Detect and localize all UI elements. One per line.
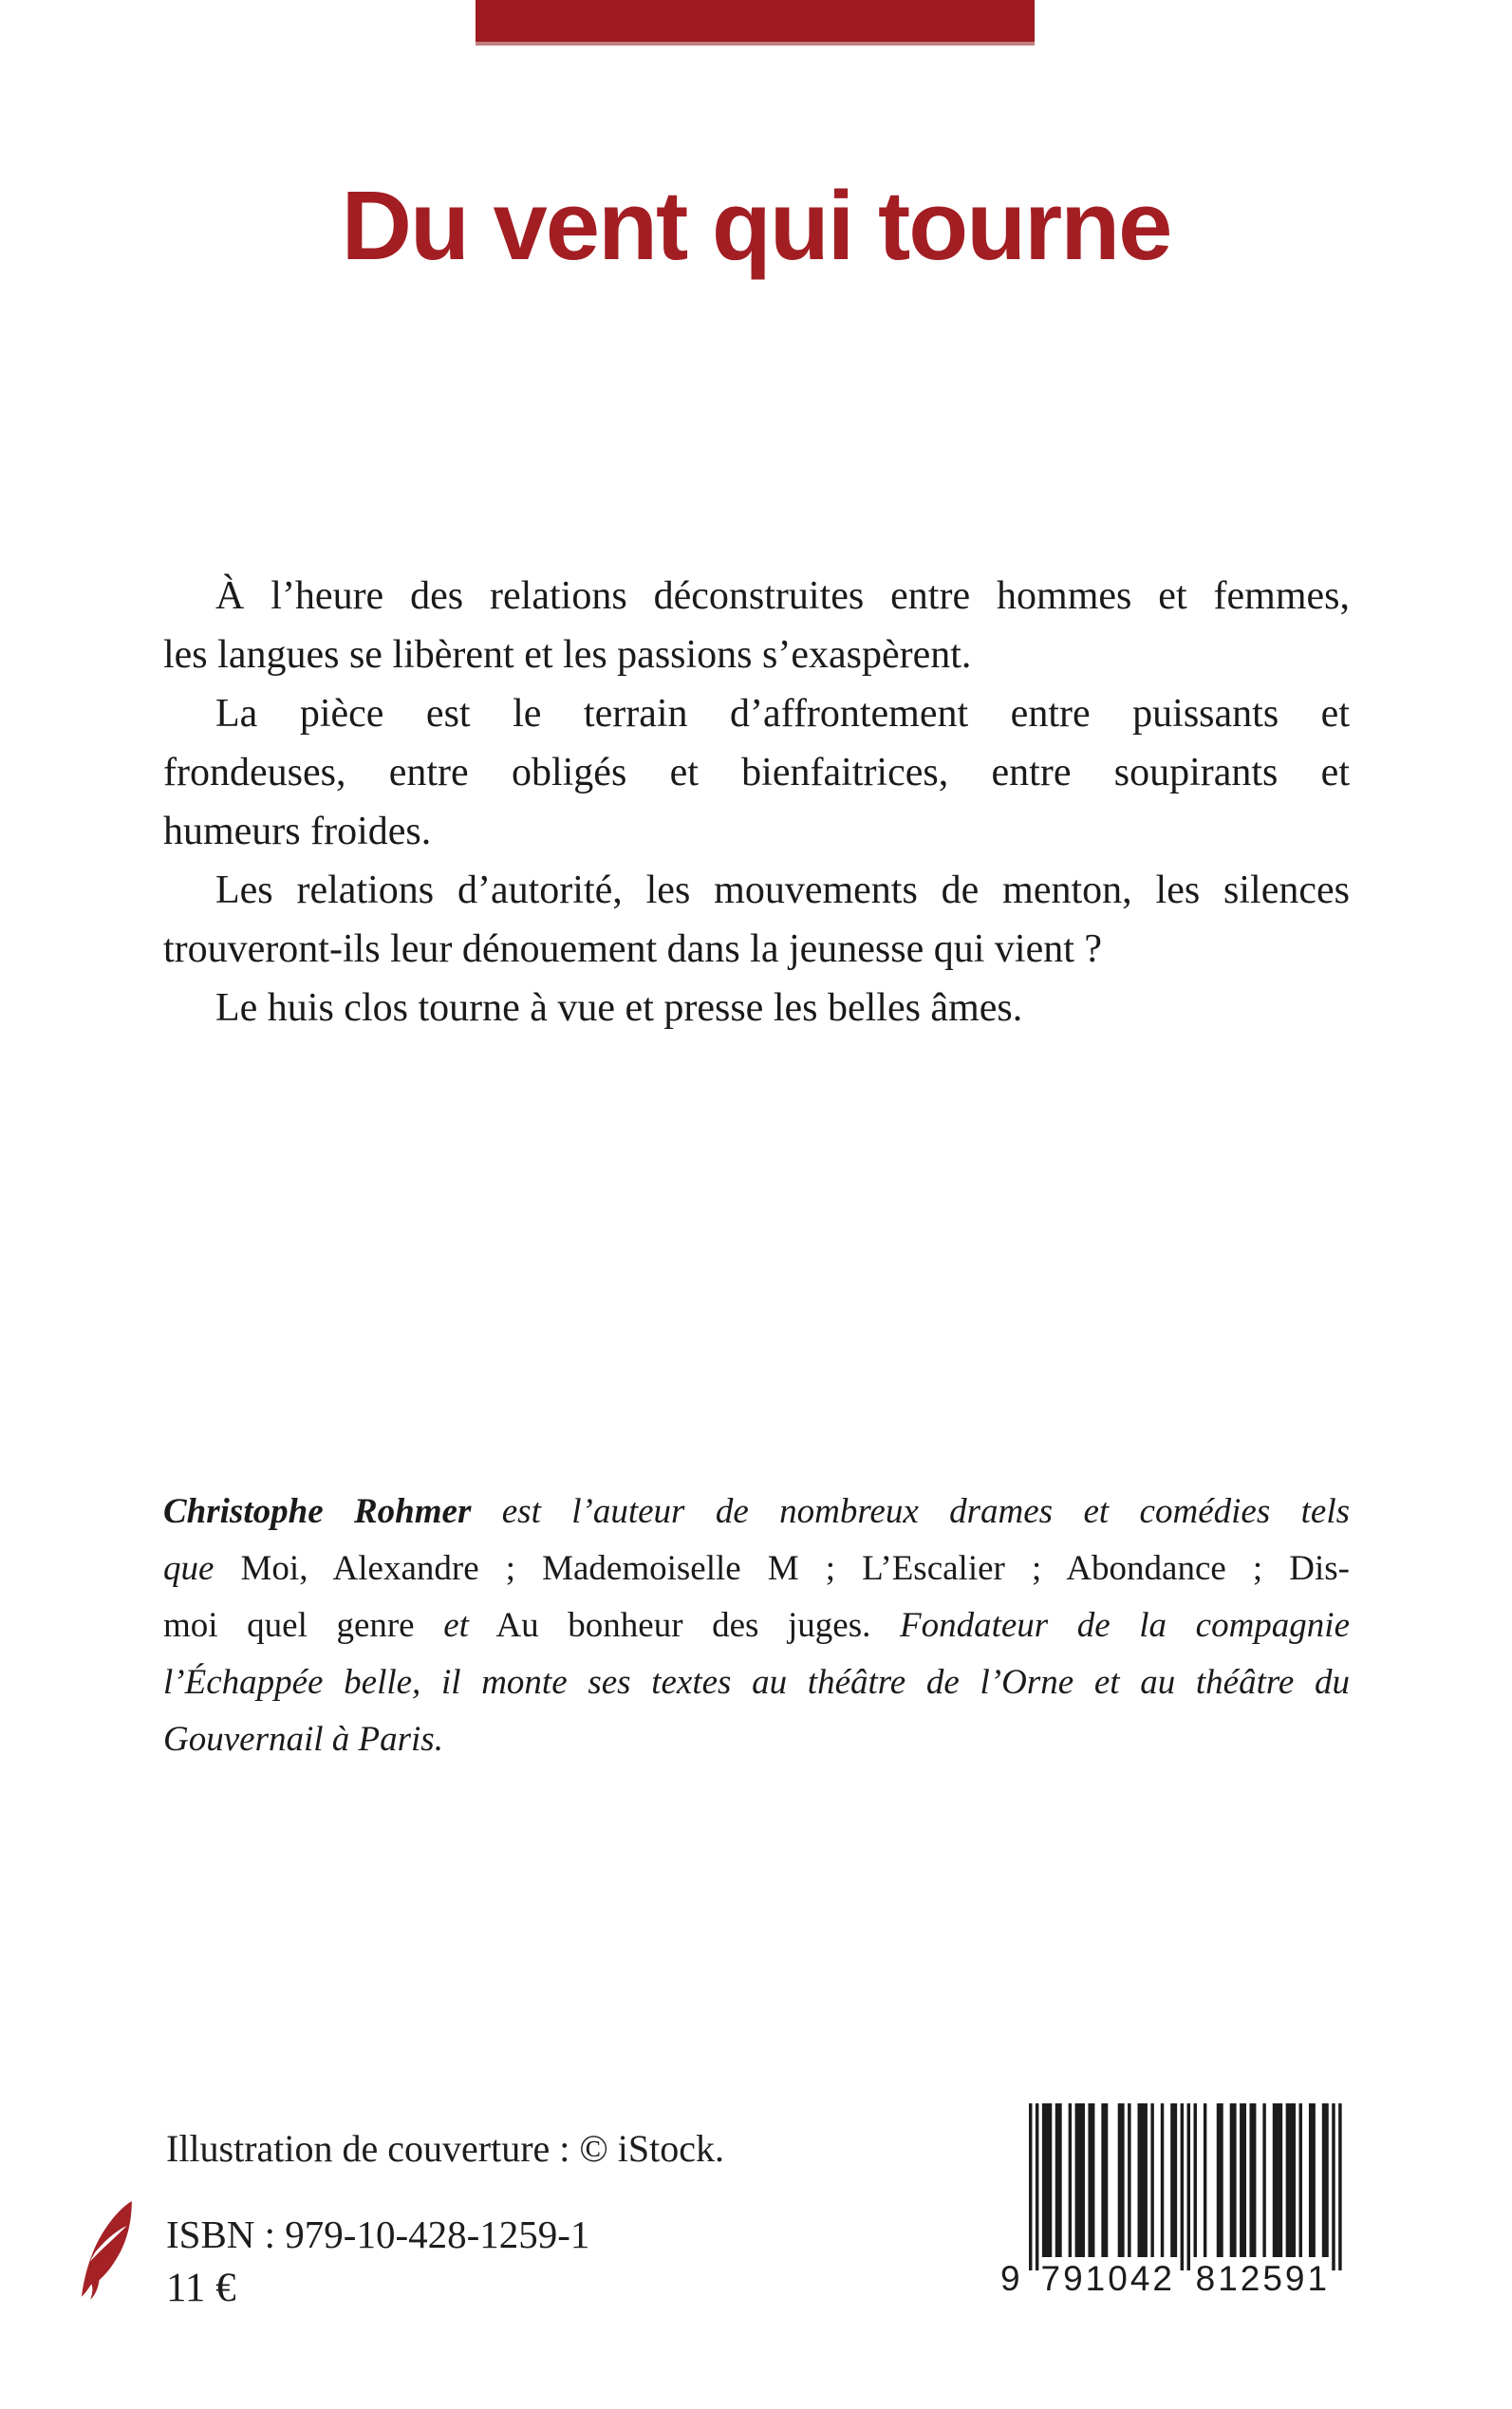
barcode-bar <box>1161 2103 1164 2257</box>
barcode-bar <box>1029 2103 1032 2270</box>
barcode-bar <box>1118 2103 1125 2257</box>
text-line: La pièce est le terrain d’affrontement entre puissants et <box>215 692 1350 736</box>
barcode-bar <box>1036 2103 1038 2270</box>
barcode-bar <box>1204 2103 1206 2257</box>
barcode-bar <box>1262 2103 1265 2257</box>
book-title: Du vent qui tourne <box>341 171 1171 280</box>
top-accent-band <box>476 0 1035 46</box>
text-line: l’Échappée belle, il monte ses textes au théâtre de l’Orne et au théâtre du <box>163 1663 1350 1702</box>
text-line: Les relations d’autorité, les mouvements de menton, les silences <box>215 868 1350 912</box>
text-line: humeurs froides. <box>163 810 432 853</box>
barcode-bar <box>1055 2103 1062 2257</box>
barcode-bar <box>1273 2103 1282 2257</box>
barcode-bar <box>1299 2103 1302 2257</box>
barcode-bar <box>1230 2103 1237 2257</box>
barcode-bar <box>1322 2103 1329 2257</box>
barcode-digit-first: 9 <box>1000 2259 1023 2297</box>
text-line: Christophe Rohmer est l’auteur de nombreux drames et comédies tels <box>163 1492 1350 1531</box>
barcode-bar <box>1150 2103 1153 2257</box>
barcode-bar <box>1042 2103 1052 2257</box>
illustration-credit: Illustration de couverture : © iStock. <box>166 2127 725 2170</box>
author-bio-text <box>163 1484 1350 1768</box>
barcode-bar <box>1217 2103 1223 2257</box>
barcode-bar <box>1128 2103 1130 2257</box>
barcode-digits-left: 791042 <box>1040 2259 1176 2297</box>
text-line: que Moi, Alexandre ; Mademoiselle M ; L’Escalier ; Abondance ; Dis- <box>163 1549 1350 1588</box>
isbn-text: ISBN : 979-10-428-1259-1 <box>166 2213 590 2256</box>
barcode-digits-right: 812591 <box>1195 2259 1331 2297</box>
publisher-quill-icon <box>80 2200 140 2303</box>
barcode-bar <box>1170 2103 1177 2257</box>
text-line: Gouvernail à Paris. <box>163 1720 443 1759</box>
barcode-bar <box>1332 2103 1335 2270</box>
barcode-bar <box>1101 2103 1108 2257</box>
barcode-bar <box>1075 2103 1085 2257</box>
barcode-bar <box>1240 2103 1246 2257</box>
text-line: les langues se libèrent et les passions s’exaspèrent. <box>163 633 972 677</box>
text-line: Le huis clos tourne à vue et presse les belles âmes. <box>215 986 1023 1030</box>
text-line: frondeuses, entre obligés et bienfaitrices, entre soupirants et <box>163 751 1350 794</box>
barcode-bar <box>1138 2103 1148 2257</box>
barcode-bar <box>1249 2103 1256 2257</box>
synopsis-text <box>163 567 1350 1037</box>
price-text: 11 € <box>166 2266 236 2310</box>
barcode-bar <box>1338 2103 1341 2270</box>
barcode-bar <box>1194 2103 1197 2257</box>
ean13-barcode <box>999 2103 1352 2297</box>
text-line: moi quel genre et Au bonheur des juges. Fondateur de la compagnie <box>163 1606 1350 1645</box>
barcode-bar <box>1088 2103 1094 2257</box>
barcode-bar <box>1286 2103 1296 2257</box>
text-line: trouveront-ils leur dénouement dans la jeunesse qui vient ? <box>163 927 1103 971</box>
barcode-bar <box>1187 2103 1190 2270</box>
text-line: À l’heure des relations déconstruites entre hommes et femmes, <box>215 574 1350 618</box>
barcode-bar <box>1181 2103 1184 2270</box>
barcode-bar <box>1069 2103 1072 2257</box>
barcode-bar <box>1309 2103 1316 2257</box>
